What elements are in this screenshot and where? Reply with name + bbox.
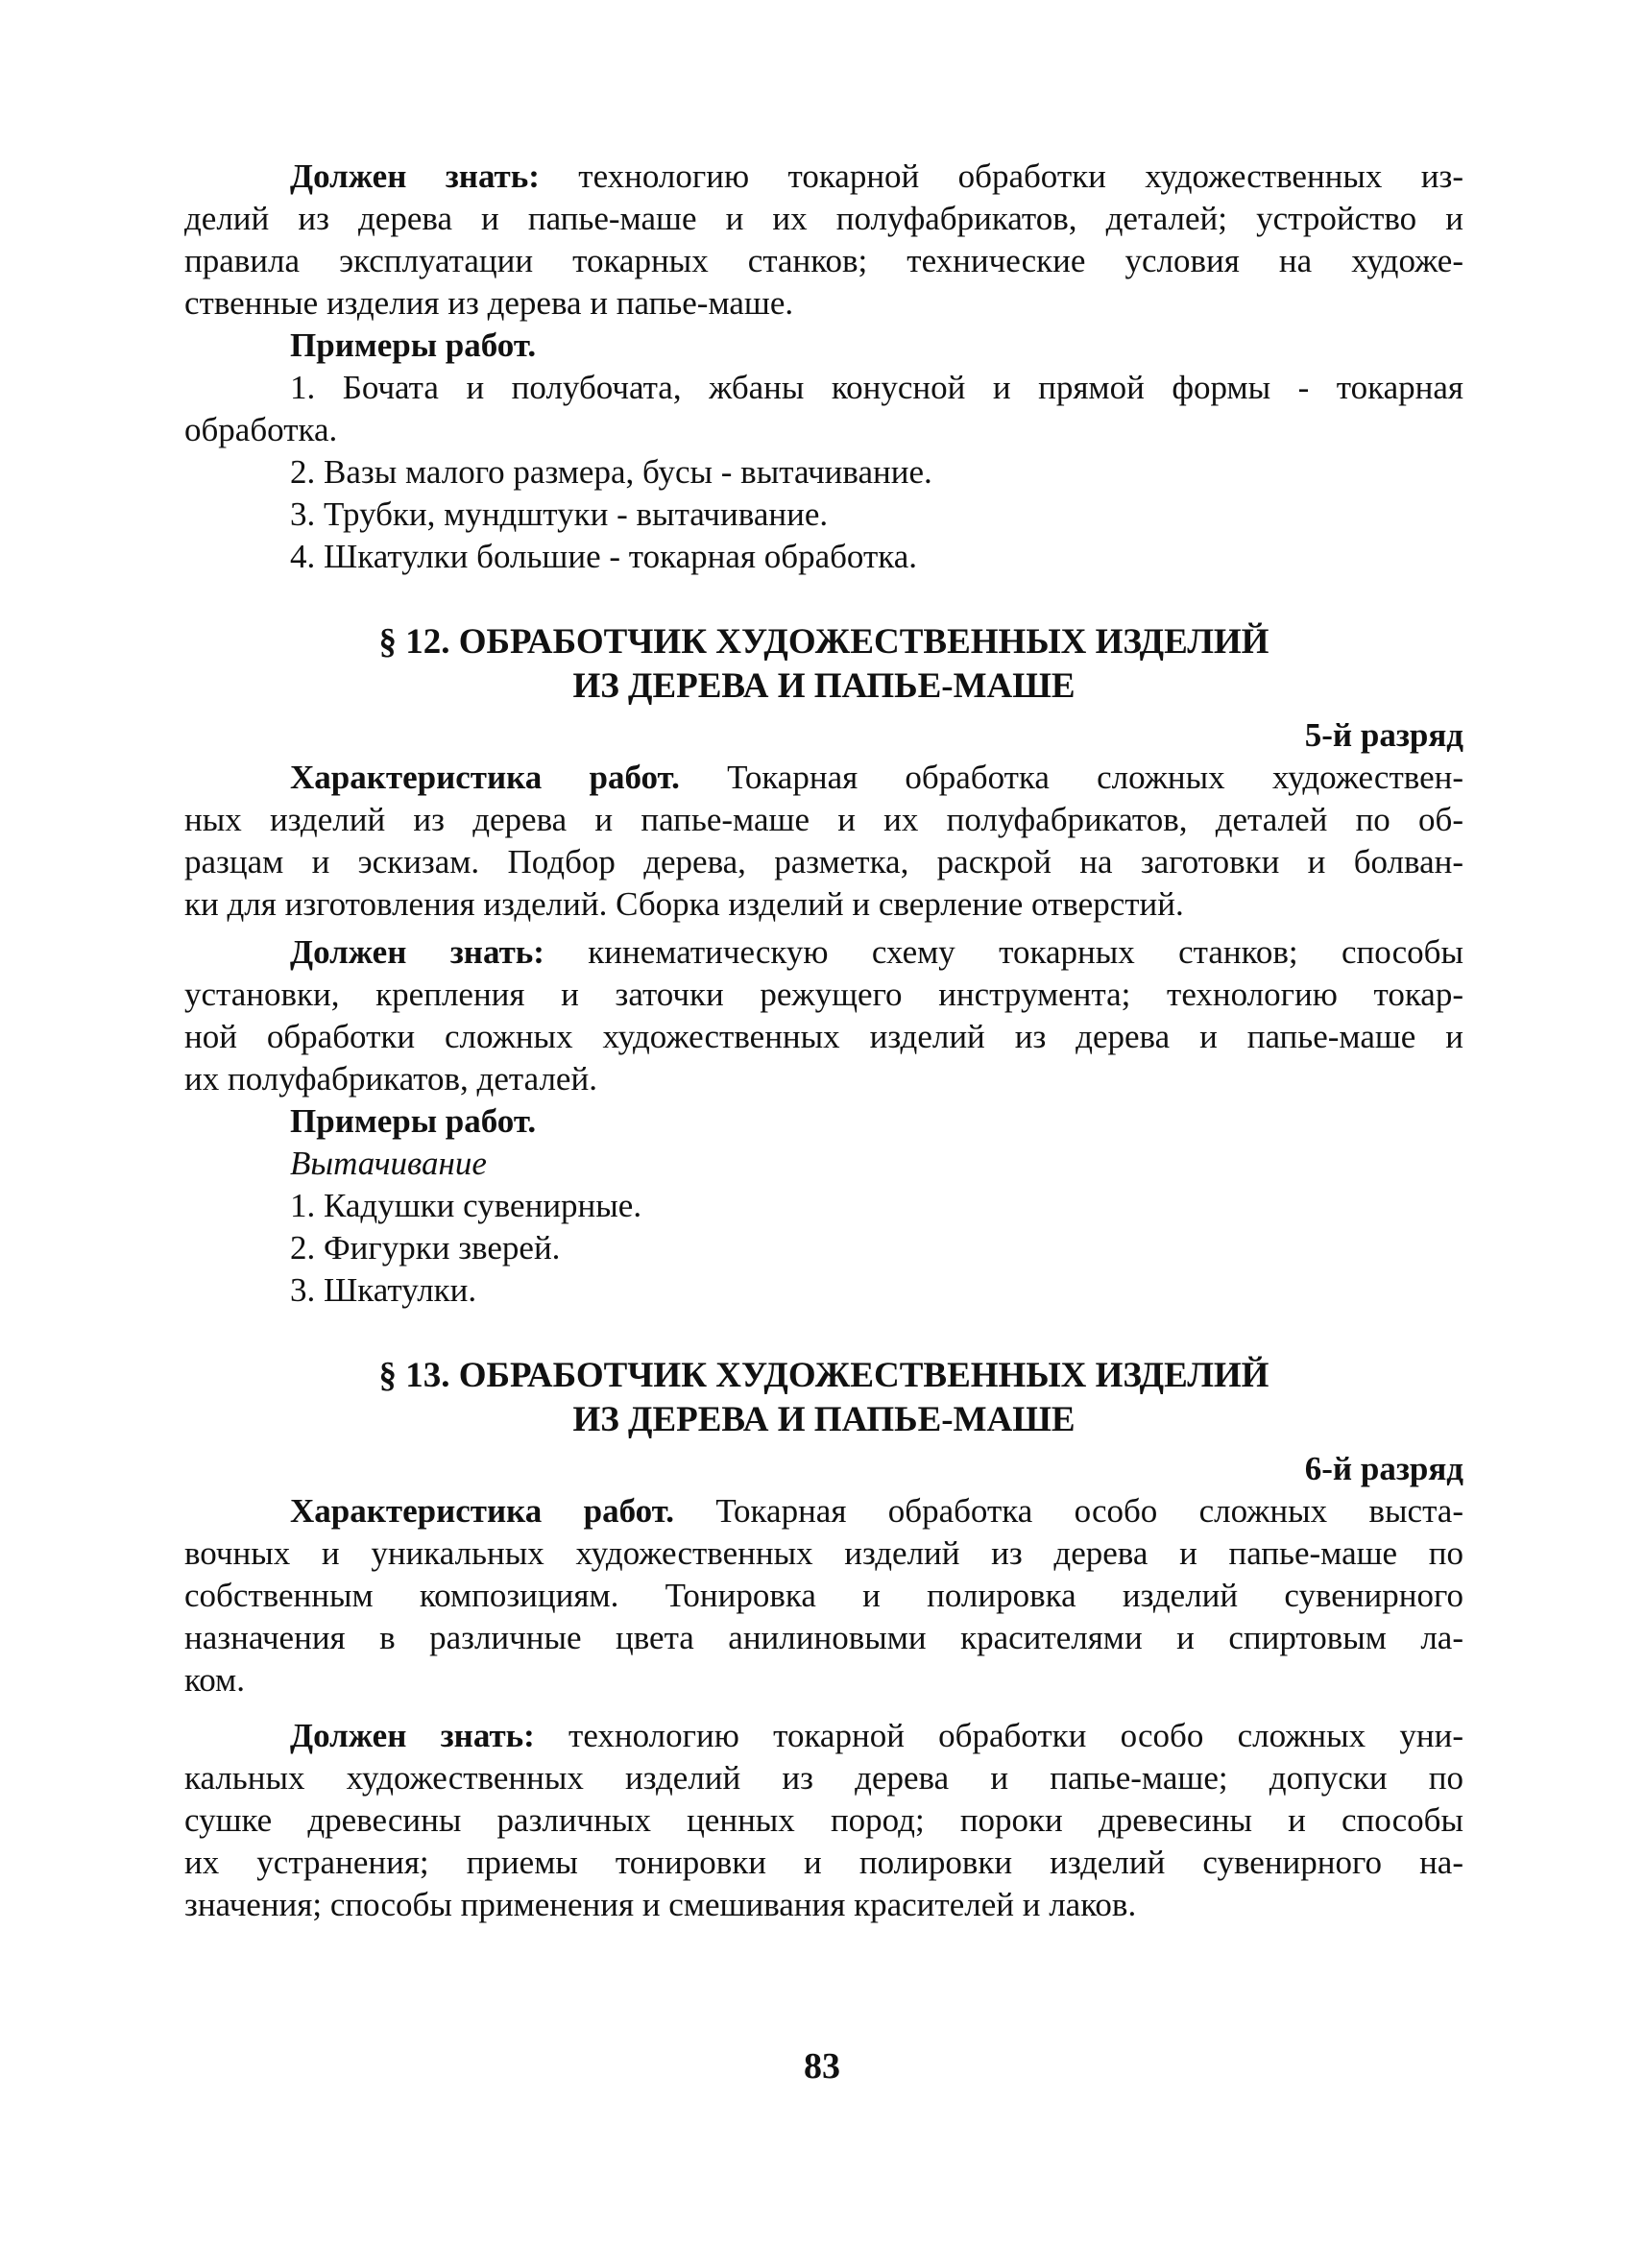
s12-examples-label: Примеры работ. [290,1102,537,1140]
s13-know-line-5: значения; способы применения и смешивания красителей и лаков. [184,1886,1137,1923]
s13-know-line-4: их устранения; приемы тонировки и полировки изделий сувенирного на- [184,1844,1463,1881]
s12-know-line-2: установки, крепления и заточки режущего инструмента; технологию токар- [184,976,1463,1013]
s12-know-label: Должен знать: [290,933,544,971]
s13-char-line-2: вочных и уникальных художественных изделий из дерева и папье-маше по [184,1534,1463,1572]
s13-title-line-1: § 13. ОБРАБОТЧИК ХУДОЖЕСТВЕННЫХ ИЗДЕЛИЙ [378,1356,1269,1395]
s12-know-paragraph [184,931,1463,1100]
s12-examples-subhead: Вытачивание [290,1145,487,1182]
s12-example-2: 2. Фигурки зверей. [290,1229,561,1267]
s13-char-paragraph [184,1490,1463,1701]
s12-char-line-4: ки для изготовления изделий. Сборка изделий и сверление отверстий. [184,885,1184,923]
s12-title-line-2: ИЗ ДЕРЕВА И ПАПЬЕ-МАШЕ [572,666,1076,706]
s13-title-line-2: ИЗ ДЕРЕВА И ПАПЬЕ-МАШЕ [572,1400,1076,1439]
s12-know-line-4: их полуфабрикатов, деталей. [184,1060,597,1098]
s12-know-line-3: ной обработки сложных художественных изделий из дерева и папье-маше и [184,1018,1463,1055]
page-body [184,156,1463,1926]
s12-grade: 5-й разряд [1304,716,1463,754]
s12-char-line-3: разцам и эскизам. Подбор дерева, разметка, раскрой на заготовки и болван- [184,843,1463,881]
s13-char-line-5: ком. [184,1661,245,1699]
s12-title-line-1: § 12. ОБРАБОТЧИК ХУДОЖЕСТВЕННЫХ ИЗДЕЛИЙ [378,622,1269,662]
s12-examples-list [184,1185,1463,1312]
s12-example-1: 1. Кадушки сувенирные. [290,1187,642,1224]
s11-know-line-2: делий из дерева и папье-маше и их полуфабрикатов, деталей; устройство и [184,200,1463,237]
s12-char-label: Характеристика работ. [290,759,680,796]
s12-heading [184,620,1463,709]
s13-know-line-3: сушке древесины различных ценных пород; пороки древесины и способы [184,1801,1463,1839]
s11-know-paragraph [184,156,1463,325]
s11-example-3: 3. Трубки, мундштуки - вытачивание. [290,495,829,533]
s11-example-4: 4. Шкатулки большие - токарная обработка. [290,538,918,575]
s11-know-line-4: ственные изделия из дерева и папье-маше. [184,284,794,322]
s13-char-line-1: Характеристика работ. Токарная обработка особо сложных выста- [290,1492,1463,1530]
page-number: 83 [804,2046,840,2087]
s11-know-line-1: Должен знать: технологию токарной обработки художественных из- [290,157,1463,195]
s12-char-line-1: Характеристика работ. Токарная обработка сложных художествен- [290,759,1463,796]
s11-example-2: 2. Вазы малого размера, бусы - вытачивание. [290,453,932,491]
s11-example-1-cont: обработка. [184,411,338,448]
s13-know-line-2: кальных художественных изделий из дерева и папье-маше; допуски по [184,1759,1463,1797]
s11-examples-label: Примеры работ. [290,326,537,364]
s13-char-line-3: собственным композициям. Тонировка и полировка изделий сувенирного [184,1577,1463,1614]
s13-char-line-4: назначения в различные цвета анилиновыми красителями и спиртовым ла- [184,1619,1463,1656]
s11-examples-list [184,367,1463,578]
s12-char-paragraph [184,757,1463,926]
s13-know-line-1: Должен знать: технологию токарной обработки особо сложных уни- [290,1717,1463,1754]
s12-know-line-1: Должен знать: кинематическую схему токарных станков; способы [290,933,1463,971]
s13-grade: 6-й разряд [1304,1450,1463,1487]
s11-know-label: Должен знать: [290,157,540,195]
s13-char-label: Характеристика работ. [290,1492,674,1530]
s11-know-line-3: правила эксплуатации токарных станков; технические условия на художе- [184,242,1463,279]
s12-char-line-2: ных изделий из дерева и папье-маше и их полуфабрикатов, деталей по об- [184,801,1463,838]
s12-example-3: 3. Шкатулки. [290,1271,477,1309]
s11-example-1: 1. Бочата и полубочата, жбаны конусной и прямой формы - токарная [290,369,1463,406]
s13-know-label: Должен знать: [290,1717,535,1754]
s13-heading [184,1354,1463,1442]
s13-know-paragraph [184,1715,1463,1926]
